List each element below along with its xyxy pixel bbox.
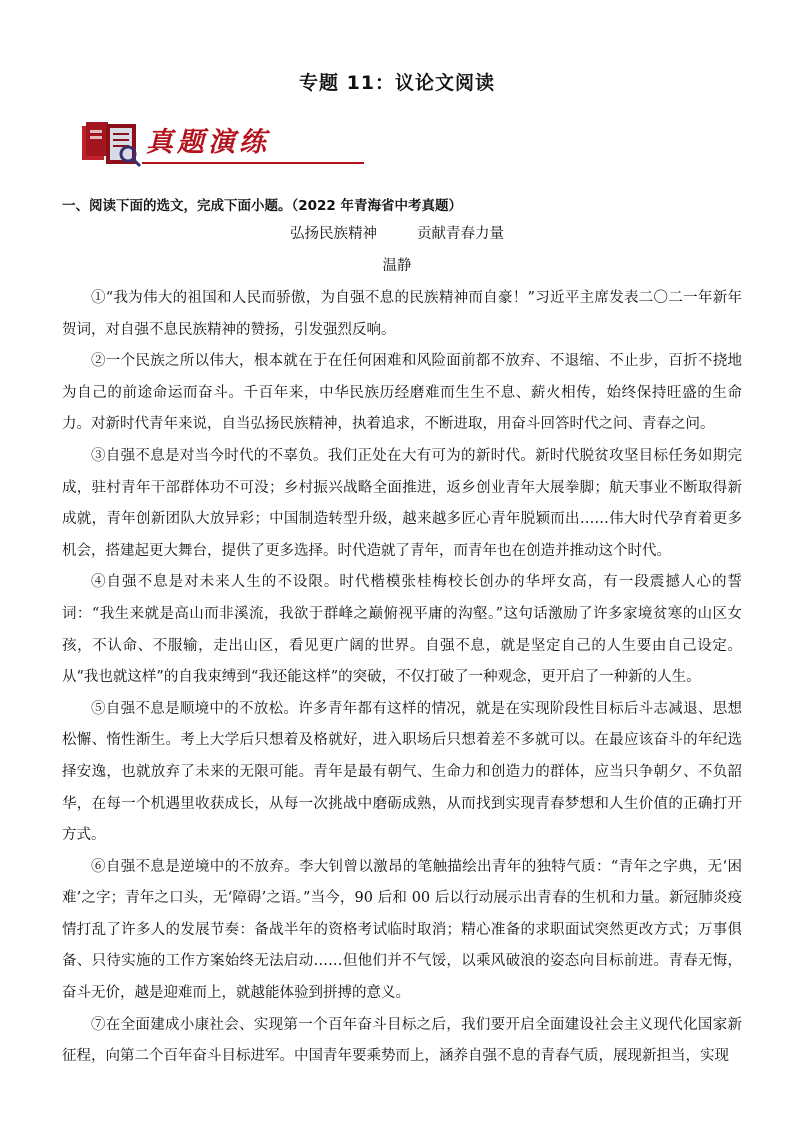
banner-underline <box>142 162 364 164</box>
paragraph-2: ②一个民族之所以伟大，根本就在于在任何困难和风险面前都不放弃、不退缩、不止步，百折不挠地为自己的前途命运而奋斗。千百年来，中华民族历经磨难而生生不息、薪火相传，始终保持旺盛的生命力。对新时代青年来说，自当弘扬民族精神，执着追求，不断进取，用奋斗回答时代之问、青春之问。 <box>62 353 742 433</box>
article-title-left: 弘扬民族精神 <box>290 226 377 242</box>
paragraph-4: ④自强不息是对未来人生的不设限。时代楷模张桂梅校长创办的华坪女高，有一段震撼人心的誓词：“我生来就是高山而非溪流，我欲于群峰之巅俯视平庸的沟壑。”这句话激励了许多家境贫寒的山区女孩，不认命、不服输，走出山区，看见更广阔的世界。自强不息，就是坚定自己的人生要由自己设定。从“我也就这样”的自我束缚到“我还能这样”的突破，不仅打破了一种观念，更开启了一种新的人生。 <box>62 574 742 686</box>
question-heading: 一、阅读下面的选文，完成下面小题。（2022 年青海省中考真题） <box>62 198 463 214</box>
article-title <box>0 222 794 243</box>
banner-text: 真题演练 <box>146 127 270 158</box>
paragraph-7: ⑦在全面建成小康社会、实现第一个百年奋斗目标之后，我们要开启全面建设社会主义现代化国家新征程，向第二个百年奋斗目标进军。中国青年要乘势而上，涵养自强不息的青春气质，展现新担当，实现 <box>62 1016 742 1065</box>
paragraph-6: ⑥自强不息是逆境中的不放弃。李大钊曾以激昂的笔触描绘出青年的独特气质：“青年之字典，无‘困难’之字；青年之口头，无‘障碍’之语。”当今，90 后和 00 后以行动展示出青春的生机和力量。新冠肺炎疫情打乱了许多人的发展节奏：备战半年的资格考试临时取消；精心准备的求职面试突然更改方式；万事俱备、只待实施的工作方案始终无法启动……但他们并不气馁，以乘风破浪的姿态向目标前进。青春无悔，奋斗无价，越是迎难而上，就越能体验到拼搏的意义。 <box>62 858 742 1002</box>
paragraph-5: ⑤自强不息是顺境中的不放松。许多青年都有这样的情况，就是在实现阶段性目标后斗志减退、思想松懈、惰性渐生。考上大学后只想着及格就好，进入职场后只想着差不多就可以。在最应该奋斗的年纪选择安逸，也就放弃了未来的无限可能。青年是最有朝气、生命力和创造力的群体，应当只争朝夕、不负韶华，在每一个机遇里收获成长，从每一次挑战中磨砺成熟，从而找到实现青春梦想和人生价值的正确打开方式。 <box>62 700 742 844</box>
book-icon <box>80 120 142 168</box>
paragraph-1: ①“我为伟大的祖国和人民而骄傲，为自强不息的民族精神而自豪！”习近平主席发表二〇二一年新年贺词，对自强不息民族精神的赞扬，引发强烈反响。 <box>62 290 742 338</box>
section-banner <box>80 118 290 170</box>
article-author: 温静 <box>382 258 412 274</box>
paragraph-3: ③自强不息是对当今时代的不辜负。我们正处在大有可为的新时代。新时代脱贫攻坚目标任务如期完成，驻村青年干部群体功不可没；乡村振兴战略全面推进，返乡创业青年大展拳脚；航天事业不断取得新成就，青年创新团队大放异彩；中国制造转型升级，越来越多匠心青年脱颖而出……伟大时代孕育着更多机会，搭建起更大舞台，提供了更多选择。时代造就了青年，而青年也在创造并推动这个时代。 <box>62 447 742 559</box>
article-body <box>62 283 742 1073</box>
page-title: 专题 11：议论文阅读 <box>298 72 496 94</box>
article-title-right: 贡献青春力量 <box>417 226 504 242</box>
